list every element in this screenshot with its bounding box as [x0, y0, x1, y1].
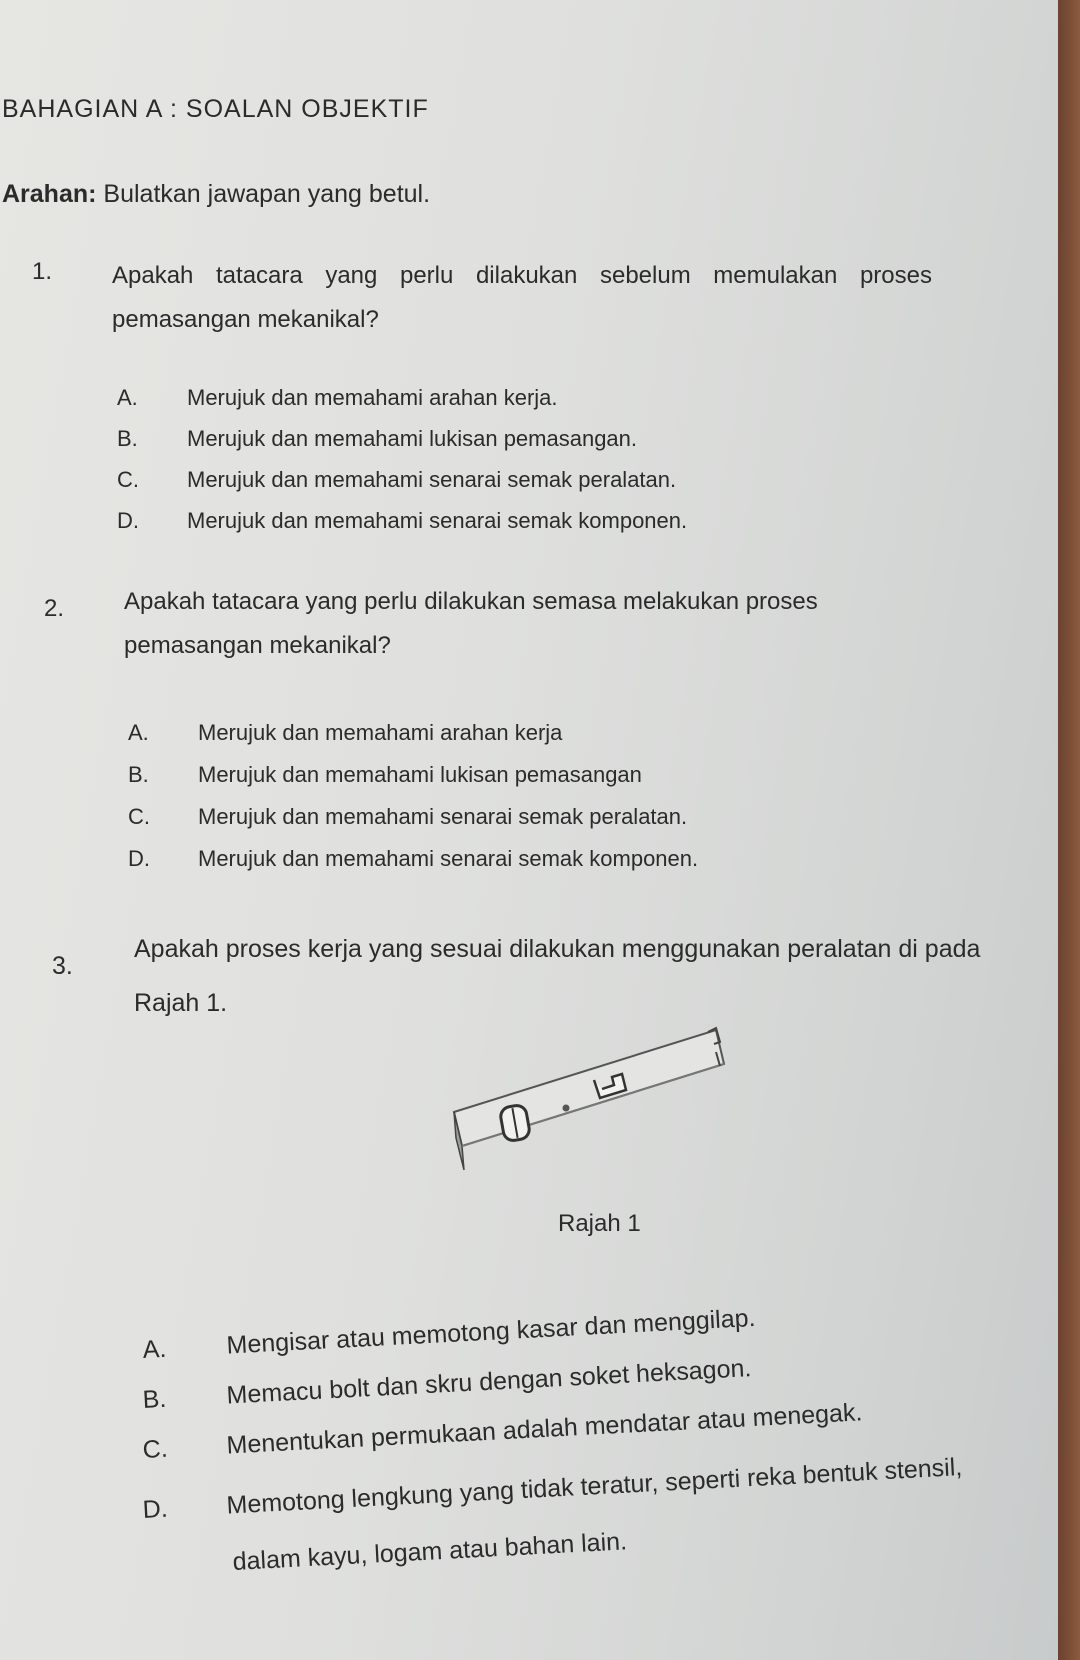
option-label: D. [117, 508, 139, 533]
question-2-option-d[interactable] [128, 846, 698, 872]
question-1-option-b[interactable] [117, 426, 637, 452]
question-3-text: Apakah proses kerja yang sesuai dilakukan menggunakan peralatan di pada Rajah 1. [134, 935, 981, 1017]
option-text: Merujuk dan memahami arahan kerja. [187, 385, 558, 410]
question-1-text: Apakah tatacara yang perlu dilakukan sebelum memulakan proses pemasangan mekanikal? [112, 262, 932, 333]
option-label: B. [142, 1384, 168, 1414]
option-text: Merujuk dan memahami senarai semak komponen. [198, 846, 699, 871]
question-1-option-d[interactable] [117, 508, 687, 534]
question-1-number: 1. [32, 258, 53, 285]
directions [2, 180, 430, 209]
option-text: Merujuk dan memahami lukisan pemasangan [198, 762, 642, 787]
option-label: C. [142, 1434, 169, 1464]
question-2-option-b[interactable] [128, 762, 642, 788]
option-label: D. [142, 1494, 169, 1524]
section-title: BAHAGIAN A : SOALAN OBJEKTIF [2, 95, 429, 123]
option-text: Merujuk dan memahami lukisan pemasangan. [187, 426, 638, 451]
question-1-option-c[interactable] [117, 467, 676, 493]
question-2-option-c[interactable] [128, 804, 687, 830]
option-text: Merujuk dan memahami senarai semak peralatan. [187, 467, 677, 492]
question-3-number: 3. [52, 952, 73, 980]
option-label: A. [142, 1334, 168, 1364]
directions-text: Bulatkan jawapan yang betul. [96, 180, 431, 208]
option-label: A. [128, 720, 149, 745]
question-3-option-a[interactable] [142, 1304, 756, 1365]
option-text: Merujuk dan memahami senarai semak peralatan. [198, 804, 688, 829]
option-label: B. [128, 762, 149, 787]
directions-label: Arahan: [2, 180, 97, 208]
option-label: D. [128, 846, 150, 871]
question-1-option-a[interactable] [117, 385, 558, 411]
option-text: Menentukan permukaan adalah mendatar atau menegak. [225, 1398, 864, 1460]
question-3-option-d[interactable] [142, 1453, 963, 1525]
spirit-level-icon [448, 1020, 738, 1182]
option-label: B. [117, 426, 138, 451]
question-3-option-b[interactable] [142, 1354, 752, 1415]
option-text: Mengisar atau memotong kasar dan menggilap. [225, 1303, 757, 1360]
option-text: Memotong lengkung yang tidak teratur, seperti reka bentuk stensil, [225, 1453, 963, 1520]
table-edge [1058, 0, 1080, 1660]
option-text: Merujuk dan memahami arahan kerja [198, 720, 563, 745]
option-label: C. [128, 804, 150, 829]
figure-caption: Rajah 1 [558, 1210, 641, 1237]
option-label: C. [117, 467, 139, 492]
question-2-option-a[interactable] [128, 720, 562, 746]
question-2-number: 2. [44, 595, 65, 622]
question-3-option-d-continued: dalam kayu, logam atau bahan lain. [232, 1527, 628, 1576]
option-text: Memacu bolt dan skru dengan soket heksagon. [225, 1354, 752, 1410]
option-text: Merujuk dan memahami senarai semak komponen. [187, 508, 688, 533]
option-label: A. [117, 385, 138, 410]
question-2-text: Apakah tatacara yang perlu dilakukan semasa melakukan proses pemasangan mekanikal? [124, 588, 818, 659]
